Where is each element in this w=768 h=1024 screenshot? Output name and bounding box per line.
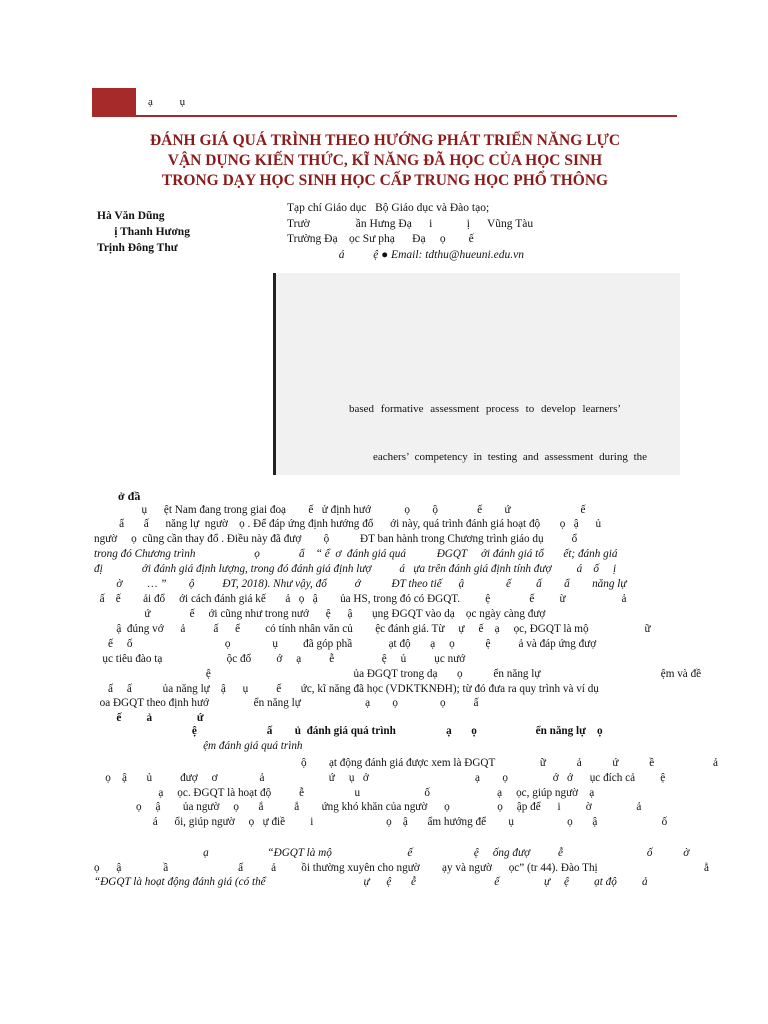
affiliation-list [287, 201, 533, 263]
body-line: ộ ạt động đánh giá được xem là ĐGQT ữ ả ứ ề ả [94, 757, 718, 769]
article-title [90, 131, 680, 191]
body-line: “ĐGQT là hoạt động đánh giá (có thể ự ệ ễ ế ự ệ ạt độ ả [94, 876, 648, 888]
body-line: ục tiêu đào tạ ộc đổ ớ ạ ễ ệ ủ ục nướ [94, 653, 466, 665]
header-rule [92, 115, 677, 117]
title-line: VẬN DỤNG KIẾN THỨC, KĨ NĂNG ĐÃ HỌC CỦA HỌC SINH [167, 152, 603, 169]
body-line: trong đó Chương trình ọ ẩ “ ể ơ đánh giá quá ĐGQT ới đánh giá tổ ết; đánh giá [94, 548, 618, 560]
section-heading: ở đầ [118, 489, 141, 503]
body-line: ngườ ọ cũng cần thay đổ . Điều này đã đượ ộ ĐT ban hành trong Chương trình giáo dụ ổ [94, 533, 578, 545]
body-line: ẩ ấ năng lự ngườ ọ . Để đáp ứng định hướng đổ ới này, quá trình đánh giá hoạt độ ọ ậ ủ [94, 518, 602, 530]
abstract-box [273, 273, 680, 475]
body-line: ạ “ĐGQT là mộ ế ệ ống đượ ễ ố ờ [94, 847, 690, 859]
author-list [97, 208, 190, 256]
affiliation-line: á ệ ● Email: tdthu@hueuni.edu.vn [287, 248, 524, 261]
body-line: oa ĐGQT theo định hướ ển năng lự ạ ọ ọ ấ [94, 697, 479, 709]
body-line: ệm đánh giá quá trình [94, 740, 303, 752]
body-line: ọ ậ ủ đượ ơ ả ứ ụ ở ạ ọ ớ ớ ục đích cả ệ [94, 772, 666, 784]
body-line: ờ … ” ộ ĐT, 2018). Như vậy, đổ ớ ĐT theo tiế ậ ế ấ ẩ năng lự [94, 578, 627, 590]
body-line: ạ ọc. ĐGQT là hoạt độ ễ u ố ạ ọc, giúp ngườ ạ [94, 787, 595, 799]
body-line: á ổi, giúp ngườ ọ ự điề i ọ ậ ẩm hướng để ụ ọ ậ ố [94, 816, 668, 828]
abstract-line: eachers’ competency in testing and assessment during the [373, 451, 648, 463]
author-name: ị Thanh Hương [97, 226, 190, 238]
body-line: ế ố ọ ụ đã góp phầ ạt độ ạ ọ ệ ả và đáp ứng đượ [94, 638, 597, 650]
body-line: đị ới đánh giá định lượng, trong đó đánh giá định lượ á ựa trên đánh giá định tính đượ á ố ị [94, 563, 617, 575]
body-line: ấ ế ải đổ ới cách đánh giá kế ả ọ ậ ủa HS, trong đó có ĐGQT. ệ ế ừ ả [94, 593, 627, 605]
header-accent-block [92, 88, 136, 116]
body-line: ấ ấ ủa năng lự ậ ụ ế ức, kĩ năng đã học (VDKTKNĐH); từ đó đưa ra quy trình và ví dụ [94, 683, 599, 695]
body-line: ụ ệt Nam đang trong giai đoạ ế ử định hướ ọ ộ ế ứ ế [94, 504, 586, 516]
author-name: Trịnh Đông Thư [97, 242, 178, 254]
title-line: ĐÁNH GIÁ QUÁ TRÌNH THEO HƯỚNG PHÁT TRIỂN NĂNG LỰC [149, 132, 621, 149]
body-line: ệ ấ ủ đánh giá quá trình ạ ọ ển năng lự ọ [94, 725, 603, 737]
affiliation-line: Tạp chí Giáo dục Bộ Giáo dục và Đào tạo; [287, 202, 490, 214]
body-line: ậ đúng vớ ả ấ ế có tính nhân văn củ ệc đánh giá. Từ ự ế ạ ọc, ĐGQT là mộ ữ [94, 623, 651, 635]
body-line: ế ả ứ [94, 712, 204, 724]
title-line: TRONG DẠY HỌC SINH HỌC CẤP TRUNG HỌC PHỔ THÔNG [161, 172, 609, 189]
body-line: ứ ế ới cũng như trong nướ ệ ậ ụng ĐGQT vào dạ ọc ngày càng đượ [94, 608, 546, 620]
body-line: ọ ậ ủa ngườ ọ ắ ắ ứng khó khăn của ngườ ọ ọ ập để i ờ ả [94, 801, 642, 813]
running-header: ạ ụ [148, 96, 198, 108]
body-line: ọ ậ ầ ấ ả ồi thường xuyên cho ngườ ạy và ngườ ọc” (tr 44). Đào Thị ằ [94, 862, 709, 874]
body-line: ệ ủa ĐGQT trong dạ ọ ển năng lự ệm và đề [94, 668, 702, 680]
affiliation-line: Trường Đạ ọc Sư phạ Đạ ọ ế [287, 233, 474, 245]
affiliation-line: Trườ ần Hưng Đạ i ị Vũng Tàu [287, 217, 534, 230]
author-name: Hà Văn Dũng [97, 210, 165, 222]
abstract-line: based formative assessment process to develop learners’ [349, 403, 622, 415]
